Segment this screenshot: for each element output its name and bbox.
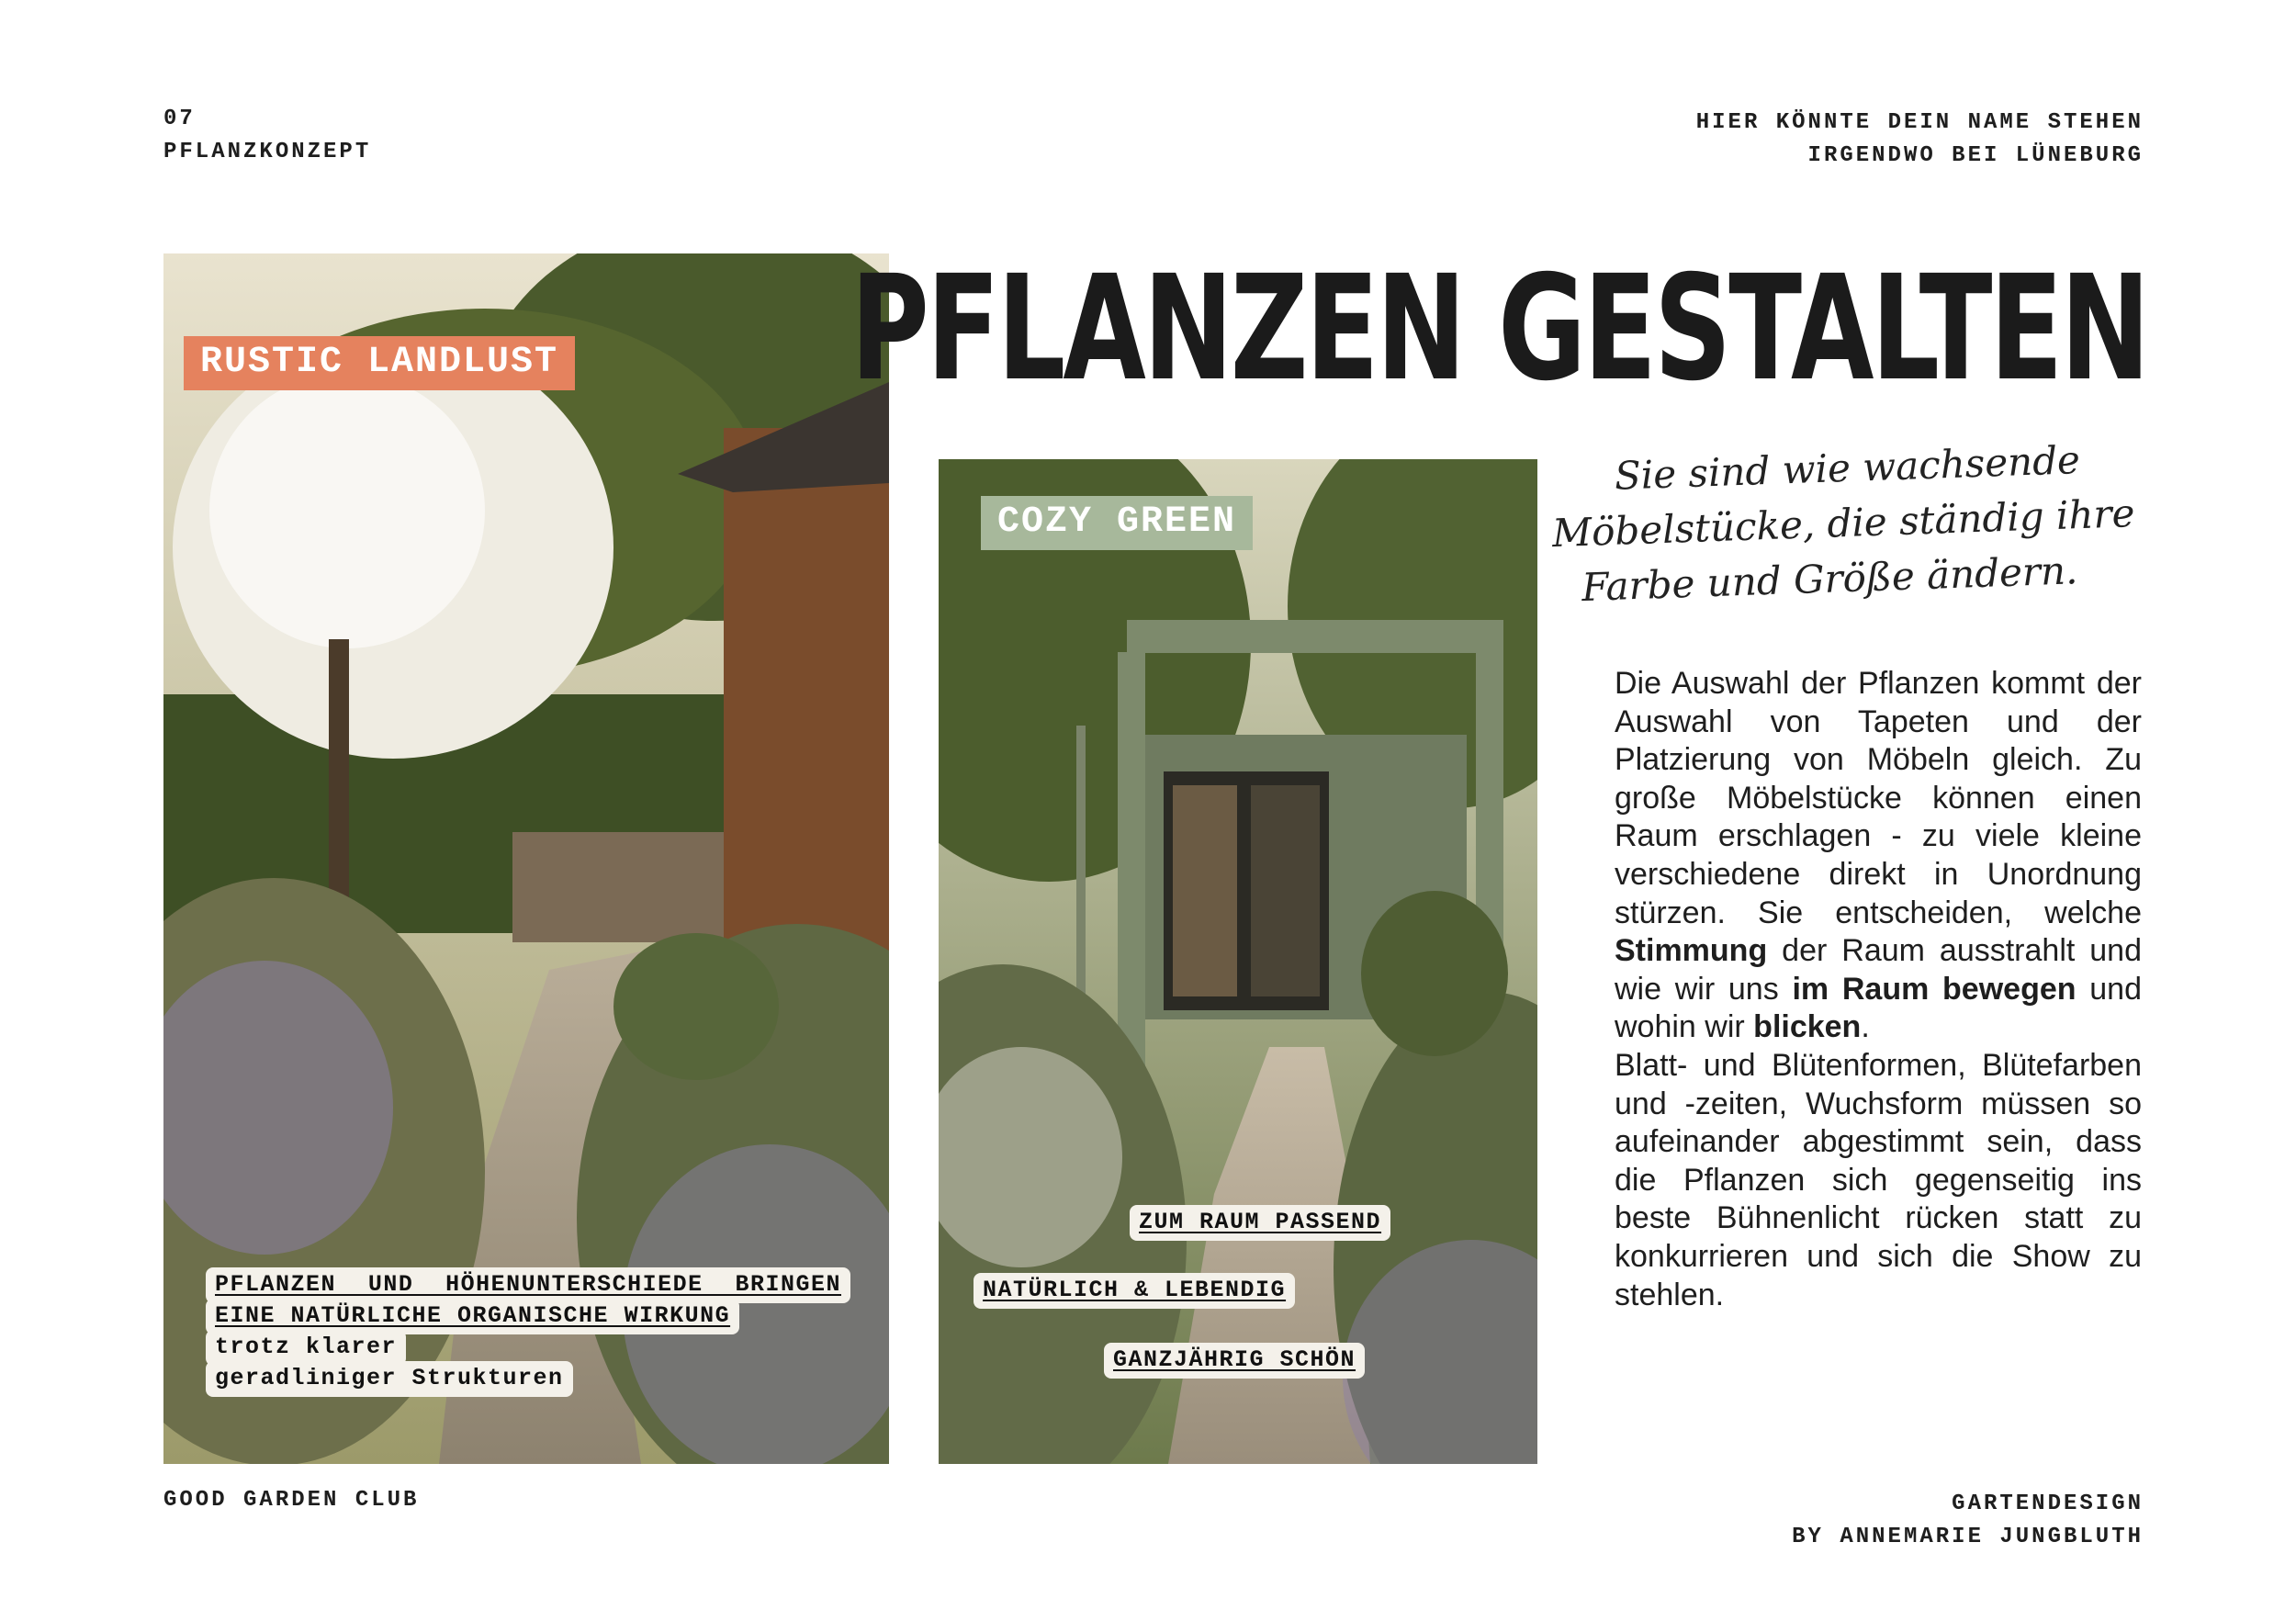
caption-line: EINE NATÜRLICHE ORGANISCHE WIRKUNG xyxy=(206,1299,739,1334)
footer-credit xyxy=(1792,1488,2144,1554)
caption-line: trotz klarer xyxy=(206,1330,406,1366)
footer-credit-line: BY ANNEMARIE JUNGBLUTH xyxy=(1792,1525,2144,1549)
body-text-segment: Blatt- und Blütenformen, Blütefarben und -zeiten, Wuchsform müssen so aufeinander abgestimmt sein, dass die Pflanzen sich gegenseitig ins beste Bühnenlicht rücken statt zu konkurrieren und sich die Show zu stehlen. xyxy=(1615,1047,2142,1312)
feature-chip: ZUM RAUM PASSEND xyxy=(1130,1205,1390,1241)
body-text xyxy=(1615,665,2142,1314)
body-text-segment: und wohin wir xyxy=(1615,971,2142,1045)
quote-line: Farbe und Größe ändern. xyxy=(1581,547,2079,611)
page-header-right xyxy=(1696,107,2144,173)
author-name-placeholder: HIER KÖNNTE DEIN NAME STEHEN xyxy=(1695,110,2144,135)
cozy-garden-illustration xyxy=(939,459,1537,1464)
page-header-left xyxy=(163,103,371,169)
footer-credit-line: GARTENDESIGN xyxy=(1952,1492,2144,1516)
caption-line: geradliniger Strukturen xyxy=(206,1361,573,1397)
body-text-segment: . xyxy=(1861,1009,1870,1045)
garden-photo-cozy xyxy=(939,459,1537,1464)
section-title: PFLANZKONZEPT xyxy=(163,140,372,164)
caption-line: PFLANZEN UND HÖHENUNTERSCHIEDE BRINGEN xyxy=(206,1267,850,1303)
page-number: 07 xyxy=(163,107,196,131)
feature-chip: NATÜRLICH & LEBENDIG xyxy=(974,1273,1295,1309)
garden-photo-rustic xyxy=(163,253,889,1464)
emphasis-stimmung: Stimmung xyxy=(1615,933,1768,969)
style-tag-cozy: COZY GREEN xyxy=(981,496,1253,550)
handwritten-quote xyxy=(1549,431,2143,616)
emphasis-im-raum-bewegen: im Raum bewegen xyxy=(1792,971,2077,1007)
style-tag-rustic: RUSTIC LANDLUST xyxy=(184,336,575,390)
location-text: IRGENDWO BEI LÜNEBURG xyxy=(1807,143,2144,168)
body-text-segment: Die Auswahl der Pflanzen kommt der Auswahl von Tapeten und der Platzierung von Möbeln gleich. Zu große Möbelstücke können einen Raum erschlagen - zu viele kleine verschiedene direkt in Unordnung stürzen. Sie entscheiden, welche xyxy=(1615,666,2142,930)
quote-line: Möbelstücke, die ständig ihre xyxy=(1551,490,2136,557)
feature-chip: GANZJÄHRIG SCHÖN xyxy=(1104,1343,1365,1379)
quote-line: Sie sind wie wachsende xyxy=(1614,437,2081,499)
emphasis-blicken: blicken xyxy=(1753,1009,1862,1045)
page-headline: PFLANZEN GESTALTEN xyxy=(850,244,2147,413)
footer-brand: GOOD GARDEN CLUB xyxy=(163,1488,420,1513)
body-text-segment: der Raum ausstrahlt und wie wir uns xyxy=(1615,933,2142,1007)
